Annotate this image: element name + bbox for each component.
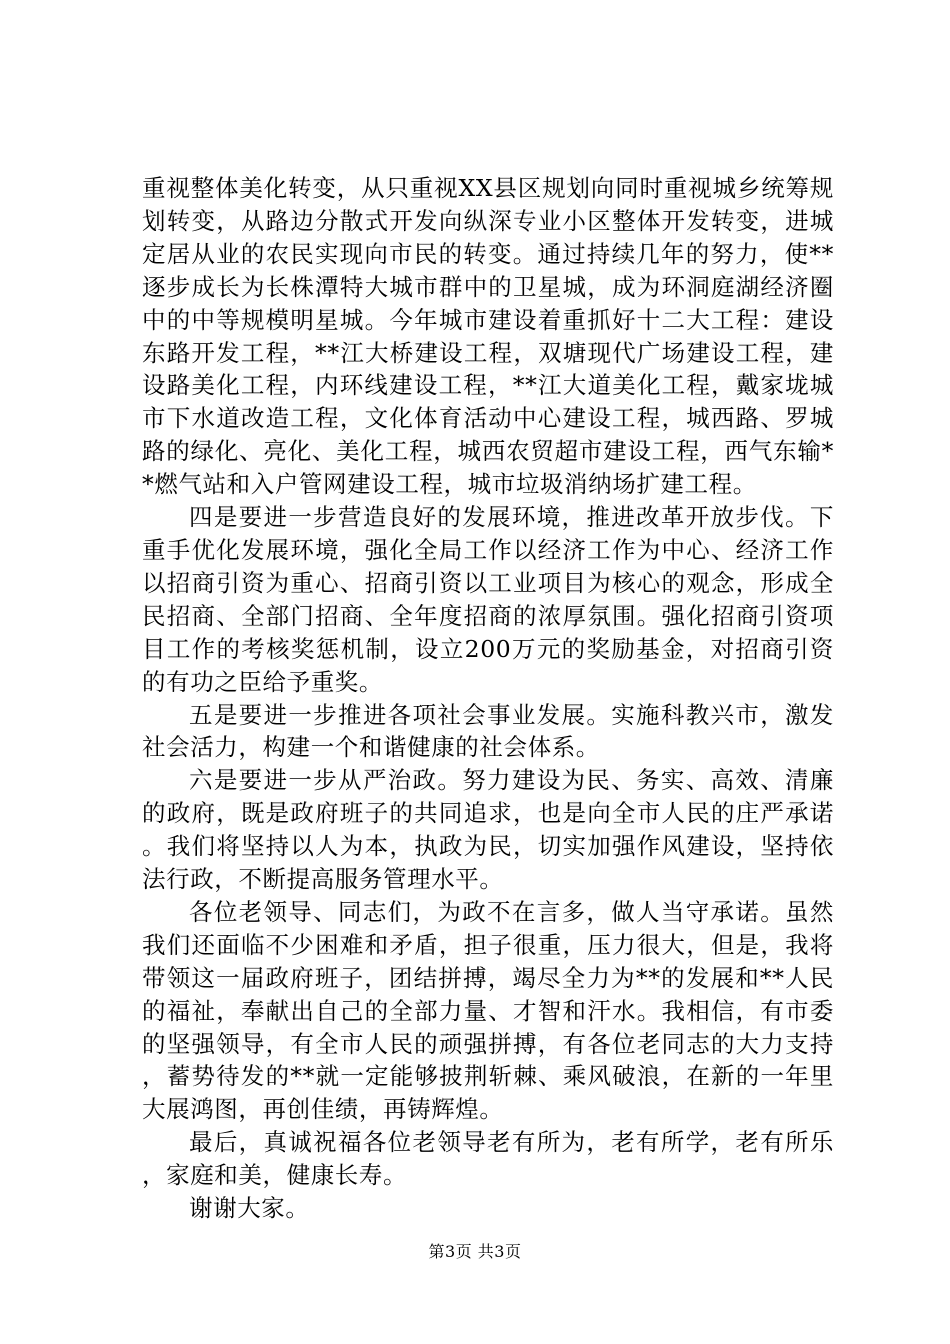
paragraph-point-six: 六是要进一步从严治政。努力建设为民、务实、高效、清廉的政府，既是政府班子的共同追求，也是向全市人民的庄严承诺。我们将坚持以人为本，执政为民，切实加强作风建设，坚持依法行政，不断提高服务管理水平。 [142, 766, 834, 894]
paragraph-commitment: 各位老领导、同志们，为政不在言多，做人当守承诺。虽然我们还面临不少困难和矛盾，担子很重，压力很大，但是，我将带领这一届政府班子，团结拼搏，竭尽全力为**的发展和**人民的福祉，奉献出自己的全部力量、才智和汗水。我相信，有市委的坚强领导，有全市人民的顽强拼搏，有各位老同志的大力支持，蓄势待发的**就一定能够披荆斩棘、乘风破浪，在新的一年里大展鸿图，再创佳绩，再铸辉煌。 [142, 897, 834, 1124]
page-number-footer: 第3页 共3页 [428, 1242, 522, 1261]
paragraph-point-four: 四是要进一步营造良好的发展环境，推进改革开放步伐。下重手优化发展环境，强化全局工作以经济工作为中心、经济工作以招商引资为重心、招商引资以工业项目为核心的观念，形成全民招商、全部门招商、全年度招商的浓厚氛围。强化招商引资项目工作的考核奖惩机制，设立200万元的奖励基金，对招商引资的有功之臣给予重奖。 [142, 503, 834, 696]
document-body [142, 172, 834, 1225]
paragraph-blessing: 最后，真诚祝福各位老领导老有所为，老有所学，老有所乐，家庭和美，健康长寿。 [142, 1128, 834, 1190]
paragraph-point-five: 五是要进一步推进各项社会事业发展。实施科教兴市，激发社会活力，构建一个和谐健康的社会体系。 [142, 700, 834, 762]
paragraph-continuation: 重视整体美化转变，从只重视XX县区规划向同时重视城乡统筹规划转变，从路边分散式开发向纵深专业小区整体开发转变，进城定居从业的农民实现向市民的转变。通过持续几年的努力，使**逐步成长为长株潭特大城市群中的卫星城，成为环洞庭湖经济圈中的中等规模明星城。今年城市建设着重抓好十二大工程：建设东路开发工程，**江大桥建设工程，双塘现代广场建设工程，建设路美化工程，内环线建设工程，**江大道美化工程，戴家垅城市下水道改造工程，文化体育活动中心建设工程，城西路、罗城路的绿化、亮化、美化工程，城西农贸超市建设工程，西气东输**燃气站和入户管网建设工程，城市垃圾消纳场扩建工程。 [142, 174, 834, 499]
paragraph-thanks: 谢谢大家。 [189, 1194, 310, 1223]
